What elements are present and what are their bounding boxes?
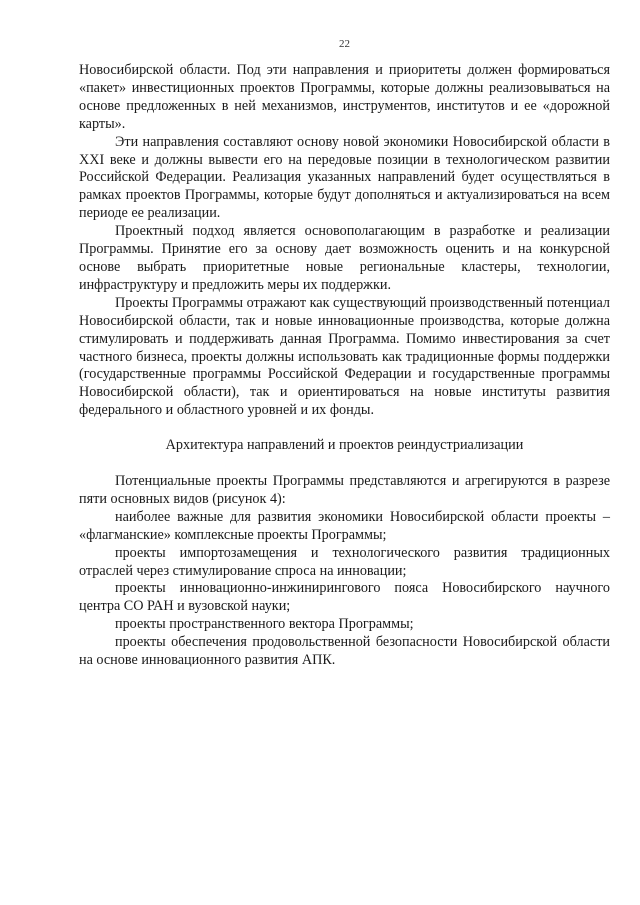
page-number: 22 — [339, 38, 350, 50]
list-item: наиболее важные для развития экономики Новосибирской области проекты – «флагманские» комплексные проекты Программы; — [79, 508, 610, 543]
paragraph: Потенциальные проекты Программы представляются и агрегируются в разрезе пяти основных видов (рисунок 4): — [79, 473, 610, 507]
paragraph: Проектный подход является основополагающим в разработке и реализации Программы. Принятие его за основу дает возможность оценить и на конкурсной основе выбрать приоритетные новые региональные кластеры, технологии, инфраструктуру и предложить меры их поддержки. — [79, 223, 610, 293]
list-item: проекты обеспечения продовольственной безопасности Новосибирской области на основе инновационного развития АПК. — [79, 634, 610, 669]
section-heading: Архитектура направлений и проектов реиндустриализации — [165, 437, 524, 454]
document-page — [79, 0, 610, 905]
paragraph: Эти направления составляют основу новой экономики Новосибирской области в XXI веке и должны вывести его на передовые позиции в технологическом развитии Российской Федерации. Реализация указанных направлений будет осуществляться в рамках проектов Программы, которые будут дополняться и актуализироваться на всем периоде ее реализации. — [79, 133, 610, 222]
list-item: проекты пространственного вектора Программы; — [115, 616, 414, 633]
paragraph: Проекты Программы отражают как существующий производственный потенциал Новосибирской области, так и новые инновационные производства, которые должна стимулировать и поддерживать данная Программа. Помимо инвестирования за счет частного бизнеса, проекты должны использовать как традиционные формы поддержки (государственные программы Российской Федерации и государственные программы Новосибирской области), так и ориентироваться на новые институты развития федерального и областного уровней и их фонды. — [79, 294, 610, 419]
list-item: проекты импортозамещения и технологического развития традиционных отраслей через стимулирование спроса на инновации; — [79, 544, 610, 579]
document-body — [79, 62, 610, 670]
list-item: проекты инновационно-инжинирингового пояса Новосибирского научного центра СО РАН и вузовской науки; — [79, 580, 610, 615]
paragraph: Новосибирской области. Под эти направления и приоритеты должен формироваться «пакет» инвестиционных проектов Программы, которые должны реализовываться на основе предложенных в ней механизмов, инструментов, институтов и ее «дорожной карты». — [79, 62, 610, 132]
